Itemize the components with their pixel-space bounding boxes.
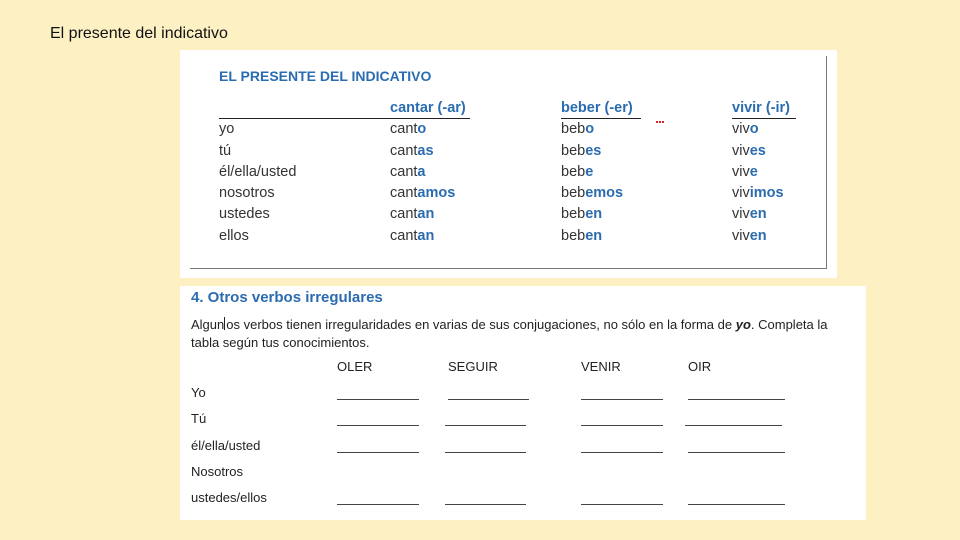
pronoun-label: yo [219,121,235,138]
form-beber [561,121,594,137]
answer-blank-line[interactable] [688,504,785,505]
panel-bottom-border [190,268,827,269]
form-cantar [390,228,434,244]
answer-blank-line[interactable] [685,425,782,426]
form-vivir [732,121,759,137]
answer-blank-line[interactable] [581,452,663,453]
exercise-pronoun: él/ella/usted [191,438,261,453]
instruction-text: . Completa la tabla según tus conocimientos. [191,317,828,350]
answer-blank-line[interactable] [445,452,526,453]
exercise-panel [180,286,866,520]
form-cantar [390,143,434,159]
verb-ending: imos [749,185,784,202]
form-beber [561,206,602,222]
verb-ending: en [585,206,603,223]
exercise-pronoun: Tú [191,411,207,426]
instruction-emphasis: yo [735,317,751,332]
form-vivir [732,228,767,244]
verb-stem: viv [732,163,750,180]
pronoun-label: él/ella/usted [219,163,297,180]
exercise-pronoun: ustedes/ellos [191,490,267,505]
exercise-heading: 4. Otros verbos irregulares [191,289,383,306]
answer-blank-line[interactable] [688,399,785,400]
header-underline [561,118,641,119]
verb-stem: beb [561,163,586,180]
column-oir: OIR [688,359,712,374]
form-beber [561,143,601,159]
verb-stem: viv [732,142,750,159]
conjugation-panel [180,50,837,278]
verb-stem: cant [390,227,418,244]
answer-blank-line[interactable] [337,425,419,426]
verb-ending: o [417,121,427,138]
verb-ending: es [585,142,602,159]
verb-stem: viv [732,227,750,244]
pronoun-label: ellos [219,227,249,244]
spellcheck-squiggle [656,118,664,123]
column-venir: VENIR [581,359,621,374]
verb-ending: an [417,206,435,223]
form-vivir [732,143,766,159]
panel-right-border [826,56,827,269]
answer-blank-line[interactable] [445,504,526,505]
pronoun-label: tú [219,142,232,159]
answer-blank-line[interactable] [688,452,785,453]
verb-ending: emos [585,185,624,202]
verb-ending: amos [417,185,456,202]
verb-stem: cant [390,185,418,202]
slide-title: El presente del indicativo [50,25,228,42]
header-underline [732,118,796,119]
verb-stem: viv [732,121,750,138]
verb-stem: viv [732,206,750,223]
verb-ending: en [585,227,603,244]
answer-blank-line[interactable] [337,452,419,453]
form-beber [561,185,623,201]
form-cantar [390,164,426,180]
answer-blank-line[interactable] [581,399,663,400]
verb-stem: viv [732,185,750,202]
form-cantar [390,185,455,201]
form-cantar [390,206,434,222]
exercise-pronoun: Nosotros [191,464,244,479]
verb-stem: beb [561,206,586,223]
answer-blank-line[interactable] [445,425,526,426]
form-vivir [732,206,767,222]
conjugation-heading: EL PRESENTE DEL INDICATIVO [219,68,432,84]
form-vivir [732,185,784,201]
exercise-instruction [191,316,856,352]
header-cantar: cantar (-ar) [390,100,466,116]
form-cantar [390,121,426,137]
verb-stem: cant [390,206,418,223]
form-beber [561,228,602,244]
verb-ending: a [417,163,426,180]
verb-ending: en [749,206,767,223]
header-underline [219,118,470,119]
form-vivir [732,164,758,180]
answer-blank-line[interactable] [337,399,419,400]
exercise-pronoun: Yo [191,385,206,400]
verb-ending: es [749,142,766,159]
verb-stem: beb [561,227,586,244]
answer-blank-line[interactable] [448,399,529,400]
instruction-text: os verbos tienen irregularidades en varias de sus conjugaciones, no sólo en la forma de [226,317,736,332]
verb-ending: an [417,227,435,244]
answer-blank-line[interactable] [581,504,663,505]
verb-ending: e [585,163,594,180]
verb-ending: o [585,121,595,138]
form-beber [561,164,593,180]
header-vivir: vivir (-ir) [732,100,791,116]
column-seguir: SEGUIR [448,359,498,374]
verb-ending: o [749,121,759,138]
column-oler: OLER [337,359,373,374]
verb-stem: beb [561,185,586,202]
verb-stem: cant [390,121,418,138]
instruction-text: Algun [191,317,225,332]
pronoun-label: ustedes [219,206,270,223]
verb-stem: beb [561,142,586,159]
pronoun-label: nosotros [219,185,275,202]
verb-ending: e [749,163,758,180]
verb-ending: as [417,142,434,159]
answer-blank-line[interactable] [581,425,663,426]
verb-ending: en [749,227,767,244]
answer-blank-line[interactable] [337,504,419,505]
verb-stem: beb [561,121,586,138]
header-beber: beber (-er) [561,100,633,116]
verb-stem: cant [390,163,418,180]
verb-stem: cant [390,142,418,159]
